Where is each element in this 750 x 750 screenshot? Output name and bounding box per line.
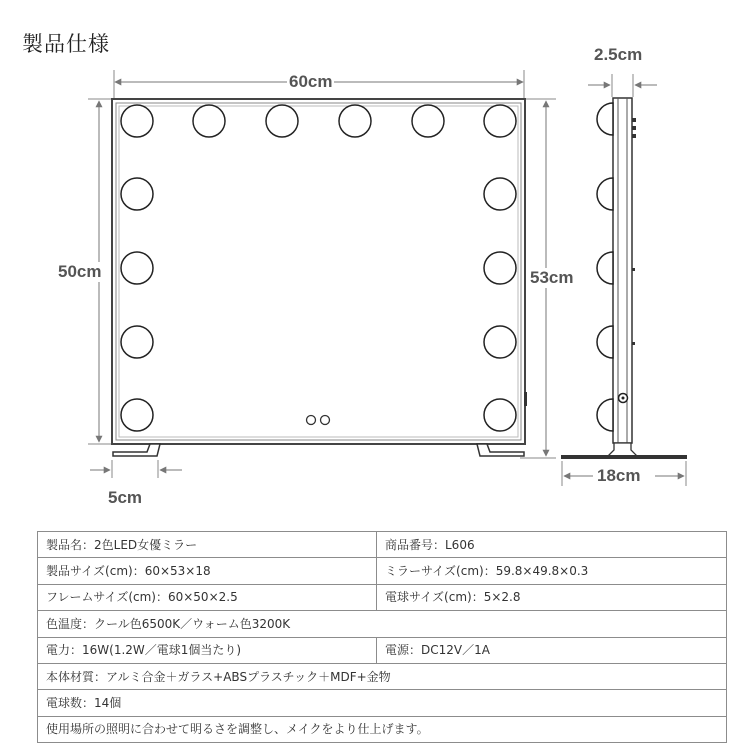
table-row bbox=[38, 584, 727, 610]
table-row bbox=[38, 558, 727, 584]
spec-usage-note: 使用場所の照明に合わせて明るさを調整し、メイクをより仕上げます。 bbox=[38, 716, 727, 742]
front-view bbox=[88, 70, 556, 478]
bulb-icon bbox=[484, 178, 516, 210]
right-foot bbox=[477, 444, 524, 456]
table-row bbox=[38, 690, 727, 716]
spec-power: 電力：16W(1.2W／電球1個当たり) bbox=[38, 637, 377, 663]
table-row bbox=[38, 716, 727, 742]
table-row bbox=[38, 637, 727, 663]
bulb-icon bbox=[266, 105, 298, 137]
bulb-icon bbox=[597, 178, 613, 210]
bulb-icon bbox=[484, 326, 516, 358]
spec-color-temp: 色温度：クール色6500K／ウォーム色3200K bbox=[38, 611, 727, 637]
spec-material: 本体材質：アルミ合金＋ガラス+ABSプラスチック＋MDF+金物 bbox=[38, 663, 727, 689]
table-row bbox=[38, 663, 727, 689]
spec-product-size: 製品サイズ(cm)：60×53×18 bbox=[38, 558, 377, 584]
bulb-icon bbox=[597, 103, 613, 135]
spec-product-name: 製品名：2色LED女優ミラー bbox=[38, 532, 377, 558]
bulb-icon bbox=[193, 105, 225, 137]
table-row bbox=[38, 611, 727, 637]
bulb-icon bbox=[597, 399, 613, 431]
bulb-icon bbox=[121, 399, 153, 431]
bulb-icon bbox=[121, 252, 153, 284]
bulb-icon bbox=[484, 252, 516, 284]
table-row bbox=[38, 532, 727, 558]
spec-power-source: 電源：DC12V／1A bbox=[377, 637, 727, 663]
bulb-icon bbox=[597, 252, 613, 284]
bulb-icon bbox=[484, 399, 516, 431]
mirror-frame bbox=[112, 99, 525, 444]
width-label: 60cm bbox=[289, 72, 333, 91]
bulb-icon bbox=[597, 326, 613, 358]
side-frame bbox=[613, 98, 632, 443]
bulb-icon bbox=[121, 105, 153, 137]
spec-bulb-size: 電球サイズ(cm)：5×2.8 bbox=[377, 584, 727, 610]
total-height-label: 53cm bbox=[530, 268, 574, 287]
stand-depth-label: 18cm bbox=[597, 466, 641, 485]
bulb-icon bbox=[121, 326, 153, 358]
spec-frame-size: フレームサイズ(cm)：60×50×2.5 bbox=[38, 584, 377, 610]
depth-label: 2.5cm bbox=[594, 45, 643, 64]
mirror-height-label: 50cm bbox=[58, 262, 102, 281]
spec-mirror-size: ミラーサイズ(cm)：59.8×49.8×0.3 bbox=[377, 558, 727, 584]
side-view bbox=[561, 74, 687, 486]
spec-bulb-count: 電球数：14個 bbox=[38, 690, 727, 716]
spec-product-number: 商品番号：L606 bbox=[377, 532, 727, 558]
bulb-icon bbox=[121, 178, 153, 210]
stand-width-label: 5cm bbox=[108, 488, 143, 507]
bulb-icon bbox=[339, 105, 371, 137]
spec-table bbox=[37, 531, 727, 743]
bulb-icon bbox=[484, 105, 516, 137]
left-foot bbox=[113, 444, 160, 456]
page-title: 製品仕様 bbox=[22, 32, 110, 56]
bulb-icon bbox=[412, 105, 444, 137]
